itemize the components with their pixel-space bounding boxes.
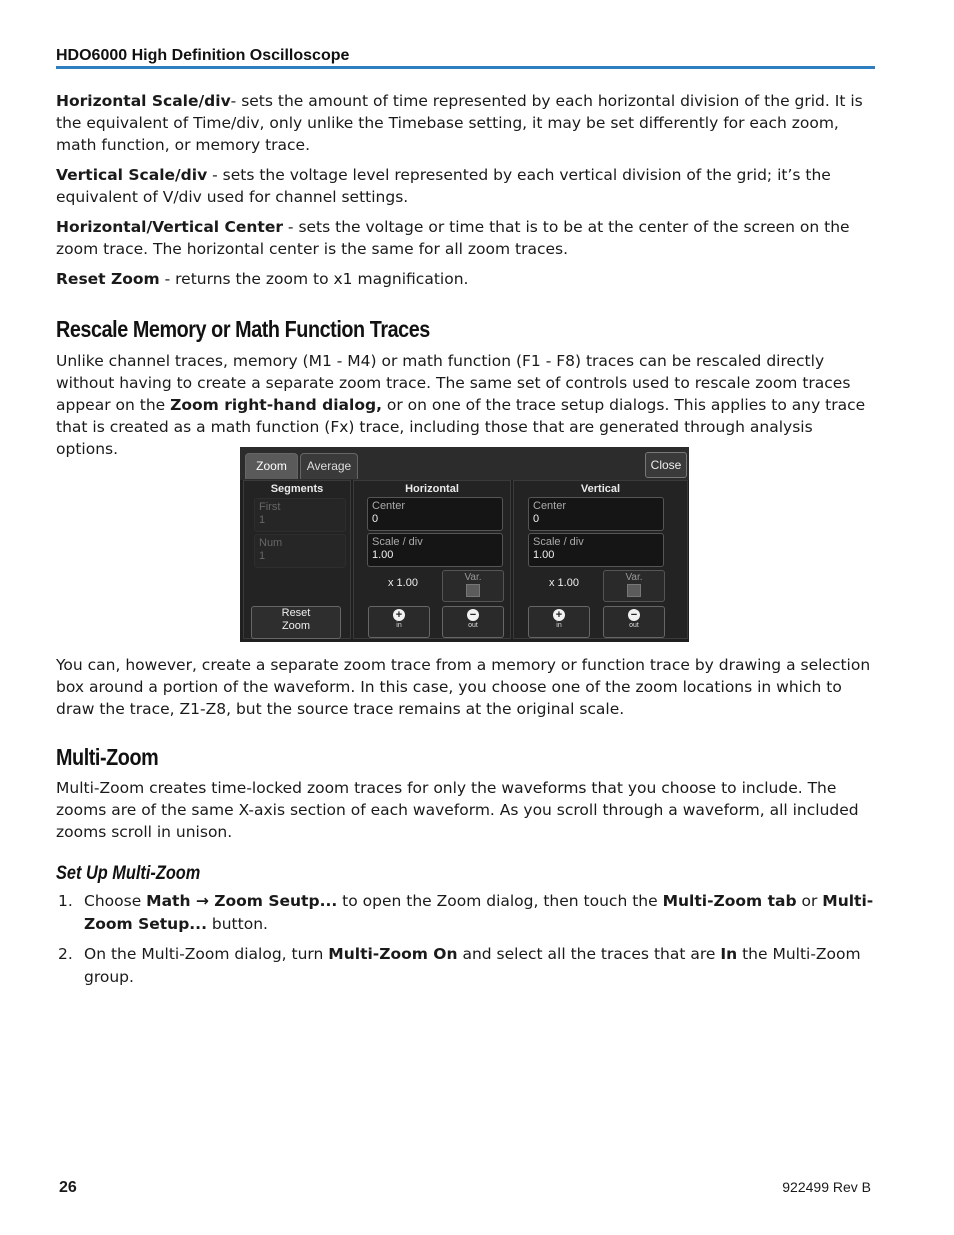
term: Horizontal/Vertical Center: [56, 218, 283, 236]
horizontal-var-checkbox[interactable]: [442, 570, 504, 602]
dialog-tab-bar: [240, 447, 689, 480]
button-label: Reset: [281, 607, 311, 619]
button-label: in: [396, 622, 402, 629]
vertical-center-field[interactable]: [528, 497, 664, 531]
text: Unlike channel traces, memory (M1 - M4) or math function (F1 - F8) traces can be rescaled directly without having to create a separate zoom trace. The same set of controls used to rescale zoom traces appear on the: [56, 352, 851, 414]
list-item: [56, 890, 876, 935]
text: button.: [206, 914, 268, 933]
field-label: Center: [372, 500, 406, 512]
field-label: Scale / div: [372, 536, 423, 548]
horizontal-zoom-in-button[interactable]: [368, 606, 430, 638]
definition-reset-zoom: [56, 268, 876, 290]
definition-center: [56, 216, 876, 260]
page-number: 26: [59, 1179, 77, 1196]
segments-heading: Segments: [270, 483, 324, 495]
document-title: HDO6000 High Definition Oscilloscope: [56, 47, 350, 64]
zoom-in-icon: +: [393, 609, 405, 621]
text: or on one of the trace setup dialogs. This applies to any trace that is created as a math function (Fx) trace, including those that are generated through analysis options.: [56, 396, 866, 458]
checkbox-icon: [466, 584, 480, 597]
vertical-scale-field[interactable]: [528, 533, 664, 567]
horizontal-zoom-out-button[interactable]: [442, 606, 504, 638]
zoom-out-icon: −: [628, 609, 640, 621]
text: On the Multi-Zoom dialog, turn: [84, 945, 329, 963]
bold-text: Zoom right-hand dialog,: [170, 396, 382, 414]
multizoom-paragraph: [56, 777, 876, 843]
text: to open the Zoom dialog, then touch the: [337, 892, 663, 910]
definition-text: - returns the zoom to x1 magnification.: [159, 270, 469, 288]
field-value: 0: [372, 513, 379, 525]
rescale-paragraph: [56, 350, 876, 460]
tab-zoom[interactable]: Zoom: [245, 453, 298, 479]
var-label: Var.: [464, 572, 482, 583]
document-revision: 922499 Rev B: [782, 1179, 871, 1195]
field-value: 0: [533, 513, 540, 525]
text: You can, however, create a separate zoom trace from a memory or function trace by drawing a selection box around a portion of the waveform. In this case, you choose one of the zoom locations in which to draw the trace, Z1-Z8, but the source trace remains at the original scale.: [56, 656, 871, 718]
field-value: 1: [259, 550, 266, 562]
term: Horizontal Scale/div: [56, 92, 231, 110]
bold-text: Math → Zoom Seutp...: [146, 892, 338, 910]
zoom-in-icon: +: [553, 609, 565, 621]
text: or: [796, 892, 823, 910]
num-segment-field: [254, 534, 346, 568]
horizontal-magnification: x 1.00: [388, 577, 418, 589]
field-value: 1: [259, 514, 266, 526]
definition-text: - sets the amount of time represented by each horizontal division of the grid. It is the equivalent of Time/div, only unlike the Timebase setting, it may be set differently for each zoom, math function, or memory trace.: [56, 92, 863, 154]
tab-average[interactable]: Average: [300, 453, 358, 479]
definition-vertical-scale: [56, 164, 876, 208]
step-number: 1.: [58, 892, 73, 910]
vertical-zoom-in-button[interactable]: [528, 606, 590, 638]
text: Choose: [84, 892, 147, 910]
subheading-setup-multizoom: Set Up Multi-Zoom: [56, 863, 201, 884]
text: Multi-Zoom creates time-locked zoom traces for only the waveforms that you choose to include. The zooms are of the same X-axis section of each waveform. As you scroll through a waveform, all included zooms scroll in unison.: [56, 779, 859, 841]
section-heading-multizoom: Multi-Zoom: [56, 744, 159, 770]
text: the Multi-Zoom group.: [84, 945, 861, 986]
horizontal-scale-field[interactable]: [367, 533, 503, 567]
definition-text: - sets the voltage or time that is to be at the center of the screen on the zoom trace. The horizontal center is the same for all zoom traces.: [56, 218, 850, 258]
definition-text: - sets the voltage level represented by each vertical division of the grid; it’s the equivalent of V/div used for channel settings.: [56, 166, 831, 206]
horizontal-center-field[interactable]: [367, 497, 503, 531]
button-label: out: [468, 622, 478, 629]
bold-text: In: [720, 945, 738, 963]
field-label: Scale / div: [533, 536, 584, 548]
term: Vertical Scale/div: [56, 166, 208, 184]
field-label: First: [259, 501, 281, 513]
button-label: Zoom: [281, 620, 311, 632]
horizontal-heading: Horizontal: [405, 483, 459, 495]
zoom-dialog: [240, 447, 689, 642]
var-label: Var.: [625, 572, 643, 583]
button-label: in: [556, 622, 562, 629]
checkbox-icon: [627, 584, 641, 597]
rescale-paragraph-2: [56, 654, 876, 720]
close-button[interactable]: Close: [645, 452, 687, 478]
field-value: 1.00: [533, 549, 555, 561]
section-heading-rescale: Rescale Memory or Math Function Traces: [56, 316, 430, 342]
vertical-zoom-out-button[interactable]: [603, 606, 665, 638]
step-number: 2.: [58, 945, 73, 963]
setup-steps: [56, 890, 876, 996]
bold-text: Multi-Zoom On: [328, 945, 458, 963]
definitions: [56, 90, 876, 290]
first-segment-field: [254, 498, 346, 532]
field-value: 1.00: [372, 549, 394, 561]
definition-horizontal-scale: [56, 90, 876, 156]
zoom-out-icon: −: [467, 609, 479, 621]
field-label: Center: [533, 500, 567, 512]
bold-text: Multi-Zoom tab: [662, 892, 797, 910]
vertical-magnification: x 1.00: [549, 577, 579, 589]
text: and select all the traces that are: [457, 945, 721, 963]
bold-text: Multi-Zoom Setup...: [84, 892, 874, 933]
list-item: [56, 943, 876, 988]
page-header: [56, 45, 875, 69]
button-label: out: [629, 622, 639, 629]
term: Reset Zoom: [56, 270, 160, 288]
field-label: Num: [259, 537, 283, 549]
vertical-var-checkbox[interactable]: [603, 570, 665, 602]
vertical-heading: Vertical: [580, 483, 621, 495]
reset-zoom-button[interactable]: [251, 606, 341, 639]
